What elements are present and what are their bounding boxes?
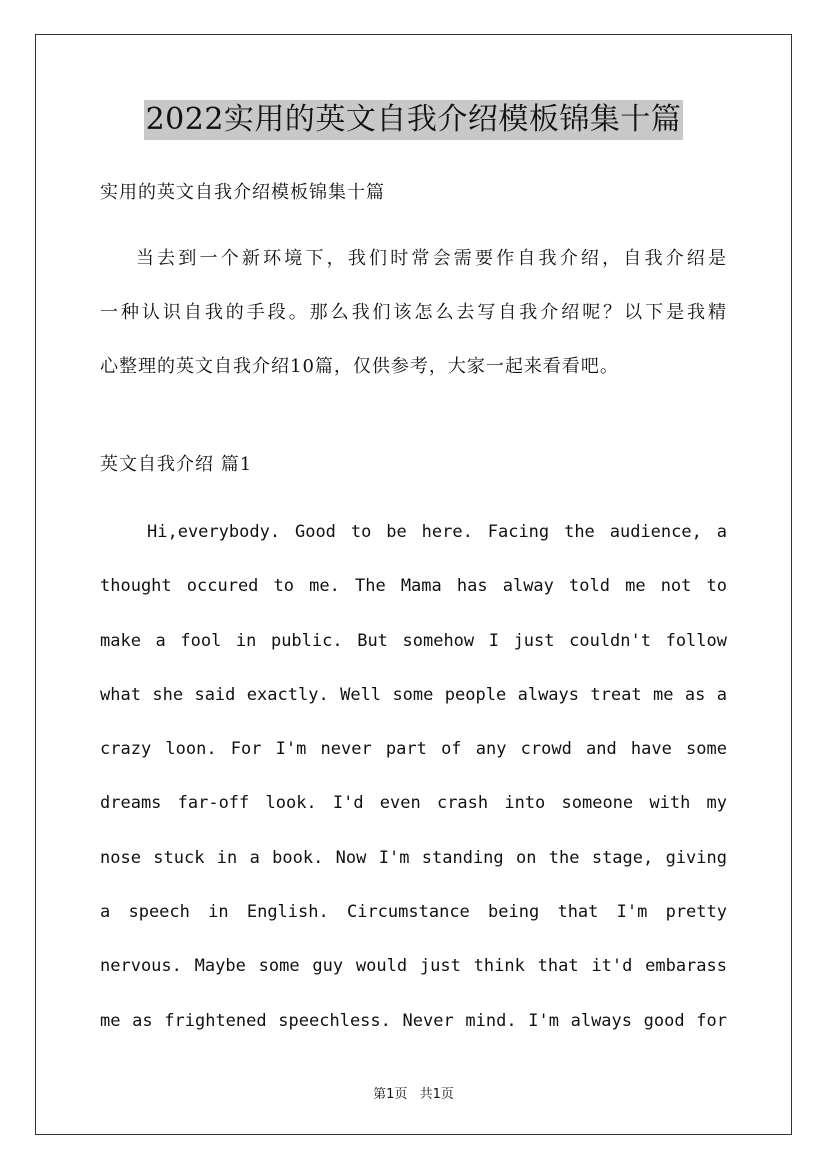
body-line: a speech in English. Circumstance being that I'm pretty [100,902,727,923]
body-line: me as frightened speechless. Never mind. I'm always good for [100,1010,727,1031]
body-line: nose stuck in a book. Now I'm standing on the stage, giving [100,847,727,868]
page-total: 共1页 [419,1087,454,1102]
body-paragraph [100,505,727,1048]
body-line: make a fool in public. But somehow I just couldn't follow [100,630,727,651]
body-line: nervous. Maybe some guy would just think that it'd embarass [100,956,727,977]
page-footer [0,1083,827,1102]
title-container [0,100,827,140]
intro-line: 当去到一个新环境下，我们时常会需要作自我介绍，自我介绍是 [136,248,727,269]
intro-line: 一种认识自我的手段。那么我们该怎么去写自我介绍呢？以下是我精 [100,302,727,323]
section-heading: 英文自我介绍 篇1 [100,454,253,475]
page-number: 第1页 [373,1087,408,1102]
document-subtitle: 实用的英文自我介绍模板锦集十篇 [100,182,385,203]
body-line: what she said exactly. Well some people always treat me as a [100,684,727,705]
intro-line: 心整理的英文自我介绍10篇，仅供参考，大家一起来看看吧。 [100,356,619,377]
body-line: thought occured to me. The Mama has alway told me not to [100,576,727,597]
body-line: dreams far-off look. I'd even crash into someone with my [100,793,727,814]
document-title: 2022实用的英文自我介绍模板锦集十篇 [144,100,684,140]
intro-paragraph [100,232,727,394]
body-line: crazy loon. For I'm never part of any crowd and have some [100,739,727,760]
body-line: Hi,everybody. Good to be here. Facing the audience, a [147,522,727,542]
